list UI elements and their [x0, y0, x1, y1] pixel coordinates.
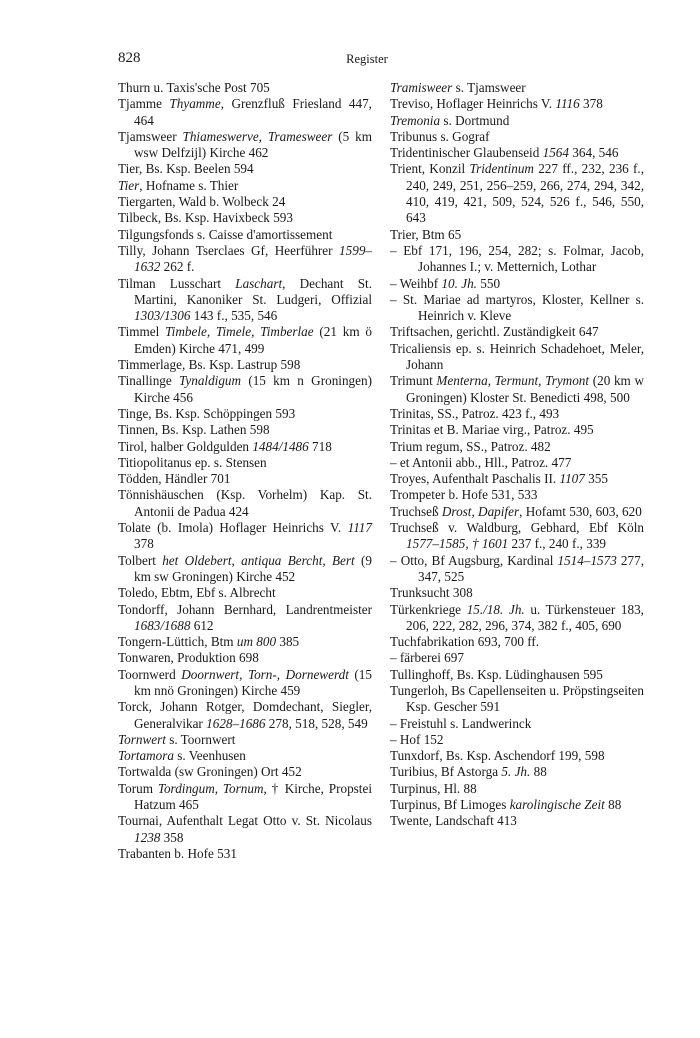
index-entry: Tilgungsfonds s. Caisse d'amortissement [118, 226, 333, 242]
index-entry: Tier, Hofname s. Thier [118, 177, 239, 193]
index-entry: Trunksucht 308 [390, 585, 473, 601]
index-entry: Tilman Lusschart Laschart, Dechant St. Martini, Kanoniker St. Ludgeri, Offizial 1303/1306 143 f., 535, 546 [118, 275, 372, 324]
index-entry: Tullinghoff, Bs. Ksp. Lüdinghausen 595 [390, 666, 603, 682]
index-entry: – Freistuhl s. Landwerinck [390, 715, 532, 731]
index-entry: Tinallinge Tynaldigum (15 km n Groningen) Kirche 456 [118, 373, 372, 405]
index-entry: Titiopolitanus ep. s. Stensen [118, 454, 267, 470]
index-entry: Tortwalda (sw Groningen) Ort 452 [118, 764, 302, 780]
index-entry: Tilbeck, Bs. Ksp. Havixbeck 593 [118, 210, 293, 226]
index-entry: Timmel Timbele, Timele, Timberlae (21 km ö Emden) Kirche 471, 499 [118, 324, 373, 356]
index-entry: – et Antonii abb., Hll., Patroz. 477 [390, 454, 572, 470]
index-entry: Truchseß Drost, Dapifer, Hofamt 530, 603, 620 [390, 503, 642, 519]
index-entry: Tödden, Händler 701 [118, 471, 231, 487]
index-entry: Tremonia s. Dortmund [390, 112, 510, 128]
index-entry: Trabanten b. Hofe 531 [118, 845, 237, 861]
index-entry: Tilly, Johann Tserclaes Gf, Heerführer 1599–1632 262 f. [118, 242, 372, 275]
page-number: 828 [118, 50, 141, 66]
index-entry: Trient, Konzil Tridentinum 227 ff., 232, 236 f., 240, 249, 251, 256–259, 266, 274, 294, 342, 410, 419, 421, 509, 524, 526 f., 546, 550, 643 [390, 161, 645, 226]
index-entry: Torck, Johann Rotger, Domdechant, Siegler, Generalvikar 1628–1686 278, 518, 528, 549 [118, 699, 372, 731]
index-entry: Trinitas et B. Mariae virg., Patroz. 495 [390, 422, 594, 438]
index-entry: Toornwerd Doornwert, Torn-, Dornewerdt (15 km nnö Groningen) Kirche 459 [118, 666, 372, 698]
index-entry: – Ebf 171, 196, 254, 282; s. Folmar, Jacob, Johannes I.; v. Metternich, Lothar [390, 242, 644, 275]
index-entry: Twente, Landschaft 413 [390, 813, 517, 829]
index-entry: Tournai, Aufenthalt Legat Otto v. St. Nicolaus 1238 358 [118, 813, 372, 845]
index-entry: Tjamme Thyamme, Grenzfluß Friesland 447, 464 [118, 96, 372, 128]
index-entry: – Otto, Bf Augsburg, Kardinal 1514–1573 277, 347, 525 [390, 552, 644, 584]
index-entry: Trium regum, SS., Patroz. 482 [390, 438, 551, 454]
index-entry: Trinitas, SS., Patroz. 423 f., 493 [390, 405, 560, 421]
index-entry: Tongern-Lüttich, Btm um 800 385 [118, 634, 300, 650]
index-entry: Tunxdorf, Bs. Ksp. Aschendorf 199, 598 [390, 748, 605, 764]
index-entry: Trimunt Menterna, Termunt, Trymont (20 km w Groningen) Kloster St. Benedicti 498, 500 [390, 373, 644, 405]
index-column-right [390, 80, 644, 830]
running-head: Register [346, 52, 388, 66]
index-entry: Tinnen, Bs. Ksp. Lathen 598 [118, 422, 270, 438]
index-entry: Turibius, Bf Astorga 5. Jh. 88 [390, 764, 547, 780]
index-entry: Tornwert s. Toornwert [118, 731, 236, 747]
index-entry: Türkenkriege 15./18. Jh. u. Türkensteuer 183, 206, 222, 282, 296, 374, 382 f., 405, 690 [390, 601, 644, 633]
index-entry: Trier, Btm 65 [390, 226, 462, 242]
index-entry: Trompeter b. Hofe 531, 533 [390, 487, 538, 503]
index-entry: Tribunus s. Gograf [390, 128, 490, 144]
index-entry: Thurn u. Taxis'sche Post 705 [118, 80, 270, 95]
page-header [118, 50, 616, 72]
index-entry: Triftsachen, gerichtl. Zuständigkeit 647 [390, 324, 599, 340]
index-entry: – Weihbf 10. Jh. 550 [390, 275, 501, 291]
index-entry: Turpinus, Hl. 88 [390, 780, 477, 796]
index-entry: Tirol, halber Goldgulden 1484/1486 718 [118, 438, 332, 454]
index-entry: Torum Tordingum, Tornum, † Kirche, Propstei Hatzum 465 [118, 780, 372, 813]
index-entry: Truchseß v. Waldburg, Gebhard, Ebf Köln 1577–1585, † 1601 237 f., 240 f., 339 [390, 520, 644, 552]
index-entry: Tonwaren, Produktion 698 [118, 650, 259, 666]
index-entry: Tolate (b. Imola) Hoflager Heinrichs V. 1117 378 [118, 520, 372, 552]
index-entry: Tramisweer s. Tjamsweer [390, 80, 526, 95]
index-entry: – St. Mariae ad martyros, Kloster, Kellner s. Heinrich v. Kleve [390, 291, 644, 324]
index-entry: Tortamora s. Veenhusen [118, 748, 246, 764]
index-entry: Tönnishäuschen (Ksp. Vorhelm) Kap. St. Antonii de Padua 424 [118, 487, 372, 519]
index-entry: Tungerloh, Bs Capellenseiten u. Pröpstingseiten Ksp. Gescher 591 [390, 682, 644, 715]
index-entry: Timmerlage, Bs. Ksp. Lastrup 598 [118, 357, 301, 373]
index-entry: Tondorff, Johann Bernhard, Landrentmeister 1683/1688 612 [118, 601, 372, 633]
index-entry: Treviso, Hoflager Heinrichs V. 1116 378 [390, 96, 603, 112]
index-entry: Turpinus, Bf Limoges karolingische Zeit 88 [390, 797, 622, 813]
index-entry: Tuchfabrikation 693, 700 ff. [390, 634, 540, 650]
index-entry: – färberei 697 [390, 650, 464, 666]
index-entry: Toledo, Ebtm, Ebf s. Albrecht [118, 585, 276, 601]
index-entry: Tridentinischer Glaubenseid 1564 364, 546 [390, 145, 619, 161]
index-entry: Tier, Bs. Ksp. Beelen 594 [118, 161, 254, 177]
index-column-left [118, 80, 372, 862]
index-entry: Tolbert het Oldebert, antiqua Bercht, Bert (9 km sw Groningen) Kirche 452 [118, 552, 372, 584]
index-entry: Tricaliensis ep. s. Heinrich Schadehoet, Meler, Johann [390, 340, 644, 373]
index-entry: – Hof 152 [390, 731, 444, 747]
index-entry: Tjamsweer Thiameswerve, Tramesweer (5 km wsw Delfzijl) Kirche 462 [118, 128, 372, 161]
index-entry: Tinge, Bs. Ksp. Schöppingen 593 [118, 405, 296, 421]
index-entry: Troyes, Aufenthalt Paschalis II. 1107 355 [390, 471, 608, 487]
index-entry: Tiergarten, Wald b. Wolbeck 24 [118, 194, 286, 210]
